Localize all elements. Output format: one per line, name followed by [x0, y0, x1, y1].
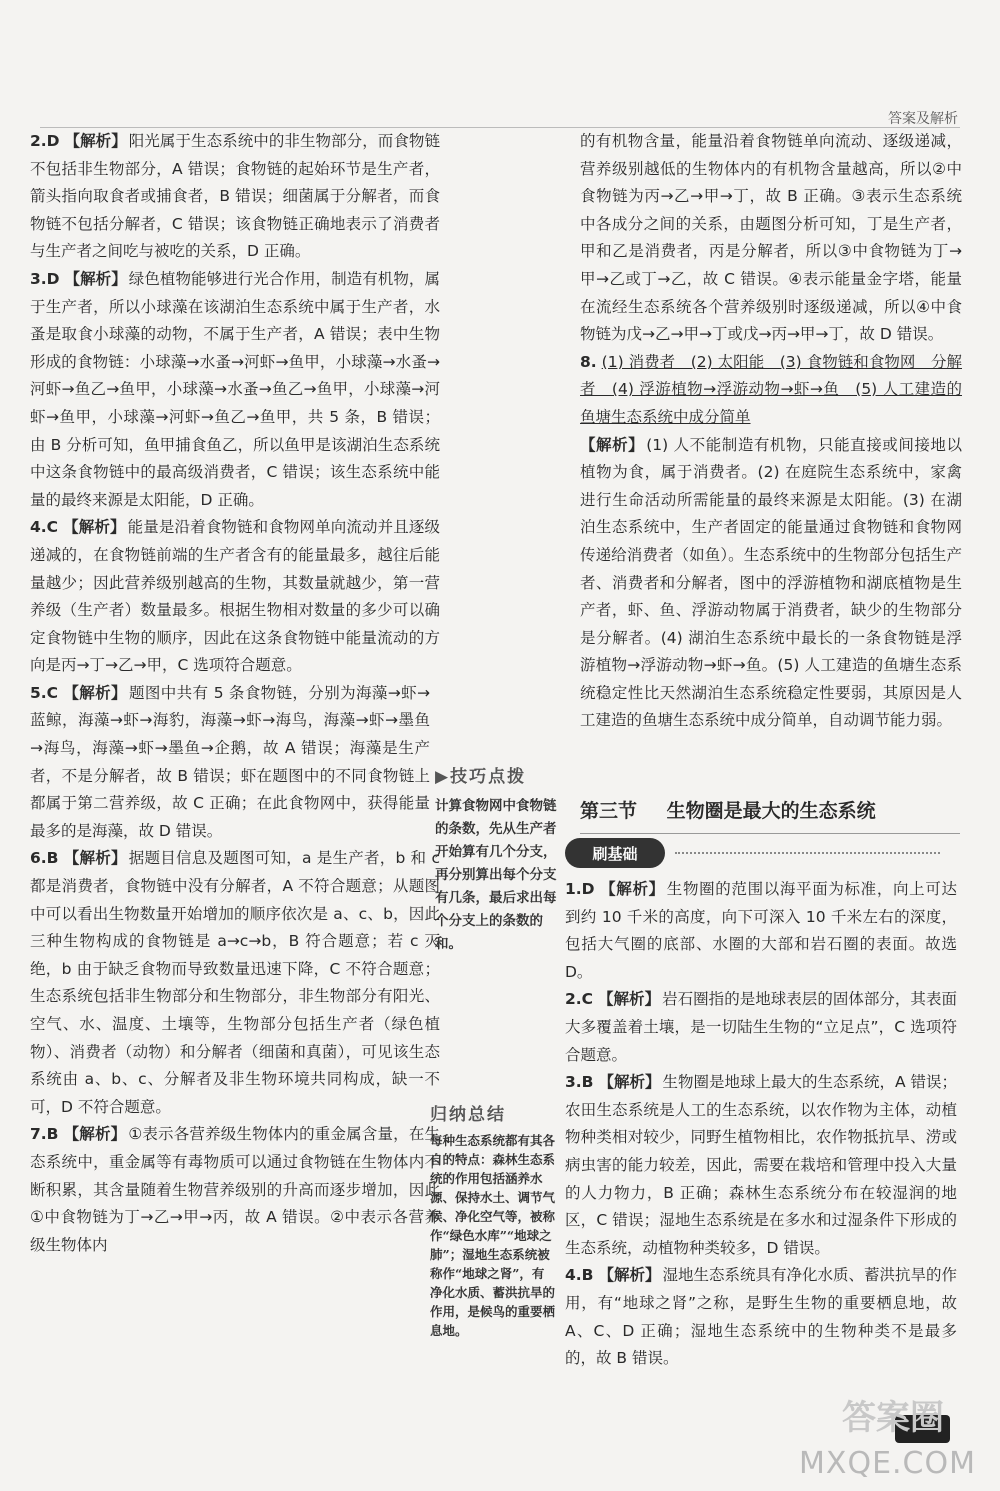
item-text: 生物圈是地球上最大的生态系统，A 错误；农田生态系统是人工的生态系统，以农作物为主体，动植物种类相对较少，同野生植物相比，农作物抵抗旱、涝或病虫害的能力较差，因此，需要在栽培和管理中投入大量的人力物力，B 正确；森林生态系统分布在较湿润的地区，C 错误；湿地生态系统是在多水和过湿条件下形成的生态系统，动植物种类较多，D 错误。 [565, 1073, 957, 1257]
dotted-divider [675, 852, 940, 854]
section-name: 生物圈是最大的生态系统 [666, 800, 876, 822]
left-column [30, 128, 440, 1259]
tip-title: ▶技巧点拨 [435, 767, 527, 787]
analysis-tag: 【解析】 [63, 849, 127, 868]
item-text: ①表示各营养级生物体内的重金属含量，在生态系统中，重金属等有毒物质可以通过食物链在生物体内不断积累，其含量随着生物营养级别的升高而逐步增加，因此①中食物链为丁→乙→甲→丙，故 A 错误。②中表示各营养级生物体内 [30, 1125, 440, 1254]
answer-item-5 [30, 680, 430, 846]
answer-item-7 [30, 1121, 440, 1259]
right-column [580, 128, 962, 735]
answer-item-s4 [565, 1262, 957, 1372]
item-text: 题图中共有 5 条食物链，分别为海藻→虾→蓝鲸，海藻→虾→海豹，海藻→虾→海鸟，海藻→虾→墨鱼→海鸟，海藻→虾→墨鱼→企鹅，故 A 错误；海藻是生产者，不是分解者，故 B 错误；虾在题图中的不同食物链上都属于第二营养级，故 C 正确；在此食物网中，获得能量最多的是海藻，故 D 错误。 [30, 683, 430, 840]
analysis-tag: 【解析】 [600, 880, 665, 898]
answer-underlined: (1) 消费者 (2) 太阳能 (3) 食物链和食物网 分解者 (4) 浮游植物→浮游动物→虾→鱼 (5) 人工建造的鱼塘生态系统中成分简单 [580, 352, 962, 426]
analysis-tag: 【解析】 [63, 683, 127, 702]
item-text: 湿地生态系统具有净化水质、蓄洪抗旱的作用，有“地球之肾”之称，是野生生物的重要栖息地，故 A、C、D 正确；湿地生态系统中的生物种类不是最多的，故 B 错误。 [565, 1266, 957, 1368]
item-number: 8. [580, 352, 597, 371]
tip-text: 每种生态系统都有其各自的特点：森林生态系统的作用包括涵养水源、保持水土、调节气候、净化空气等，被称作“绿色水库”“地球之肺”；湿地生态系统被称作“地球之肾”，有净化水质、蓄洪抗旱的作用，是候鸟的重要栖息地。 [430, 1133, 556, 1338]
item-text: 能量是沿着食物链和食物网单向流动并且逐级递减的，在食物链前端的生产者含有的能量最多，越往后能量越少；因此营养级别越高的生物，其数量就越少，第一营养级（生产者）数量最多。根据生物相对数量的多少可以确定食物链中生物的顺序，因此在这条食物链中能量流动的方向是丙→丁→乙→甲，C 选项符合题意。 [30, 518, 440, 675]
item-number: 7.B [30, 1125, 59, 1144]
watermark-brand: 答案圈 [842, 1398, 944, 1438]
item-number: 2.D [30, 132, 60, 150]
analysis-tag: 【解析】 [64, 132, 127, 150]
analysis-tag: 【解析】 [598, 990, 661, 1009]
item-text: (1) 人不能制造有机物，只能直接或间接地以植物为食，属于消费者。(2) 在庭院生态系统中，家禽进行生命活动所需能量的最终来源是太阳能。(3) 在湖泊生态系统中，生产者固定的能量通过食物链和食物网传递给消费者（如鱼）。生态系统中的生物部分包括生产者、消费者和分解者，图中的浮游植物和湖底植物是生产者，虾、鱼、浮游动物属于消费者，缺少的生物部分是分解者。(4) 湖泊生态系统中最长的一条食物链是浮游植物→浮游动物→虾→鱼。(5) 人工建造的鱼塘生态系统稳定性比天然湖泊生态系统稳定性要弱，其原因是人工建造的鱼塘生态系统中成分简单，自动调节能力弱。 [580, 435, 962, 730]
answer-item-2 [30, 128, 440, 266]
tip-box-technique [435, 766, 559, 956]
item-number: 1.D [565, 880, 595, 898]
analysis-tag: 【解析】 [63, 1125, 127, 1144]
tip-box-summary [430, 1106, 556, 1340]
answer-item-6 [30, 845, 440, 1121]
analysis-tag: 【解析】 [580, 435, 645, 454]
item-number: 5.C [30, 683, 59, 702]
analysis-tag: 【解析】 [64, 269, 127, 288]
tip-text: 计算食物网中食物链的条数，先从生产者开始算有几个分支，再分别算出每个分支有几条，最后求出每个分支上的条数的和。 [435, 798, 557, 952]
item-text: 岩石圈指的是地球表层的固体部分，其表面大多覆盖着土壤，是一切陆生生物的“立足点”，C 选项符合题意。 [565, 990, 957, 1064]
answer-item-3 [30, 266, 440, 514]
item-number: 4.B [565, 1266, 594, 1285]
answer-item-8 [580, 349, 962, 735]
item-number: 3.D [30, 269, 60, 288]
item-text: 据题目信息及题图可知，a 是生产者，b 和 c 都是消费者，食物链中没有分解者，A 不符合题意；从题图中可以看出生物数量开始增加的顺序依次是 a、c、b，因此三种生物构成的食物链是 a→c→b，B 符合题意；若 c 灭绝，b 由于缺乏食物而导致数量迅速下降，C 不符合题意；生态系统包括非生物部分和生物部分，非生物部分有阳光、空气、水、温度、土壤等，生物部分包括生产者（绿色植物）、消费者（动物）和分解者（细菌和真菌），可见该生态系统由 a、b、c、分解者及非生物环境共同构成，缺一不可，D 不符合题意。 [30, 849, 440, 1116]
answer-item-s2 [565, 986, 957, 1069]
section-header-label: 答案及解析 [888, 111, 958, 127]
answer-item-7-continued: 的有机物含量，能量沿着食物链单向流动、逐级递减，营养级别越低的生物体内的有机物含量越高，所以②中食物链为丙→乙→甲→丁，故 B 正确。③表示生态系统中各成分之间的关系，由题图分析可知，丁是生产者，甲和乙是消费者，丙是分解者，所以③中食物链为丁→甲→乙或丁→乙，故 C 错误。④表示能量金字塔，能量在流经生态系统各个营养级别时逐级递减，所以④中食物链为戊→乙→甲→丁或戊→丙→甲→丁，故 D 错误。 [580, 132, 962, 344]
item-number: 2.C [565, 990, 594, 1009]
section-title [580, 796, 960, 836]
item-number: 3.B [565, 1073, 594, 1092]
item-text: 绿色植物能够进行光合作用，制造有机物，属于生产者，所以小球藻在该湖泊生态系统中属于生产者，水蚤是取食小球藻的动物，不属于生产者，A 错误；表中生物形成的食物链：小球藻→水蚤→河虾→鱼甲，小球藻→水蚤→河虾→鱼乙→鱼甲，小球藻→水蚤→鱼乙→鱼甲，小球藻→河虾→鱼甲，小球藻→河虾→鱼乙→鱼甲，共 5 条，B 错误；由 B 分析可知，鱼甲捕食鱼乙，所以鱼甲是该湖泊生态系统中这条食物链中的最高级消费者，C 错误；该生态系统中能量的最终来源是太阳能，D 正确。 [30, 269, 440, 509]
answer-item-s1 [565, 876, 957, 986]
analysis-tag: 【解析】 [63, 518, 126, 537]
analysis-tag: 【解析】 [598, 1266, 661, 1285]
item-text: 生物圈的范围以海平面为标准，向上可达到约 10 千米的高度，向下可深入 10 千米左右的深度，包括大气圈的底部、水圈的大部和岩石圈的表面。故选 D。 [565, 880, 957, 981]
section-underline [580, 833, 960, 834]
answer-item-s3 [565, 1069, 957, 1262]
item-number: 6.B [30, 849, 59, 868]
answer-item-4 [30, 514, 440, 680]
tip-title: 归纳总结 [430, 1105, 506, 1125]
item-text: 阳光属于生态系统中的非生物部分，而食物链不包括非生物部分，A 错误；食物链的起始环节是生产者，箭头指向取食者或捕食者，B 错误；细菌属于分解者，而食物链不包括分解者，C 错误；该食物链正确地表示了消费者与生产者之间吃与被吃的关系，D 正确。 [30, 132, 440, 261]
analysis-tag: 【解析】 [598, 1073, 661, 1092]
watermark-text: MXQE.COM [799, 1446, 976, 1481]
right-column-lower [565, 876, 957, 1373]
practice-badge: 刷基础 [565, 838, 665, 868]
item-number: 4.C [30, 518, 59, 537]
section-number: 第三节 [580, 800, 638, 822]
